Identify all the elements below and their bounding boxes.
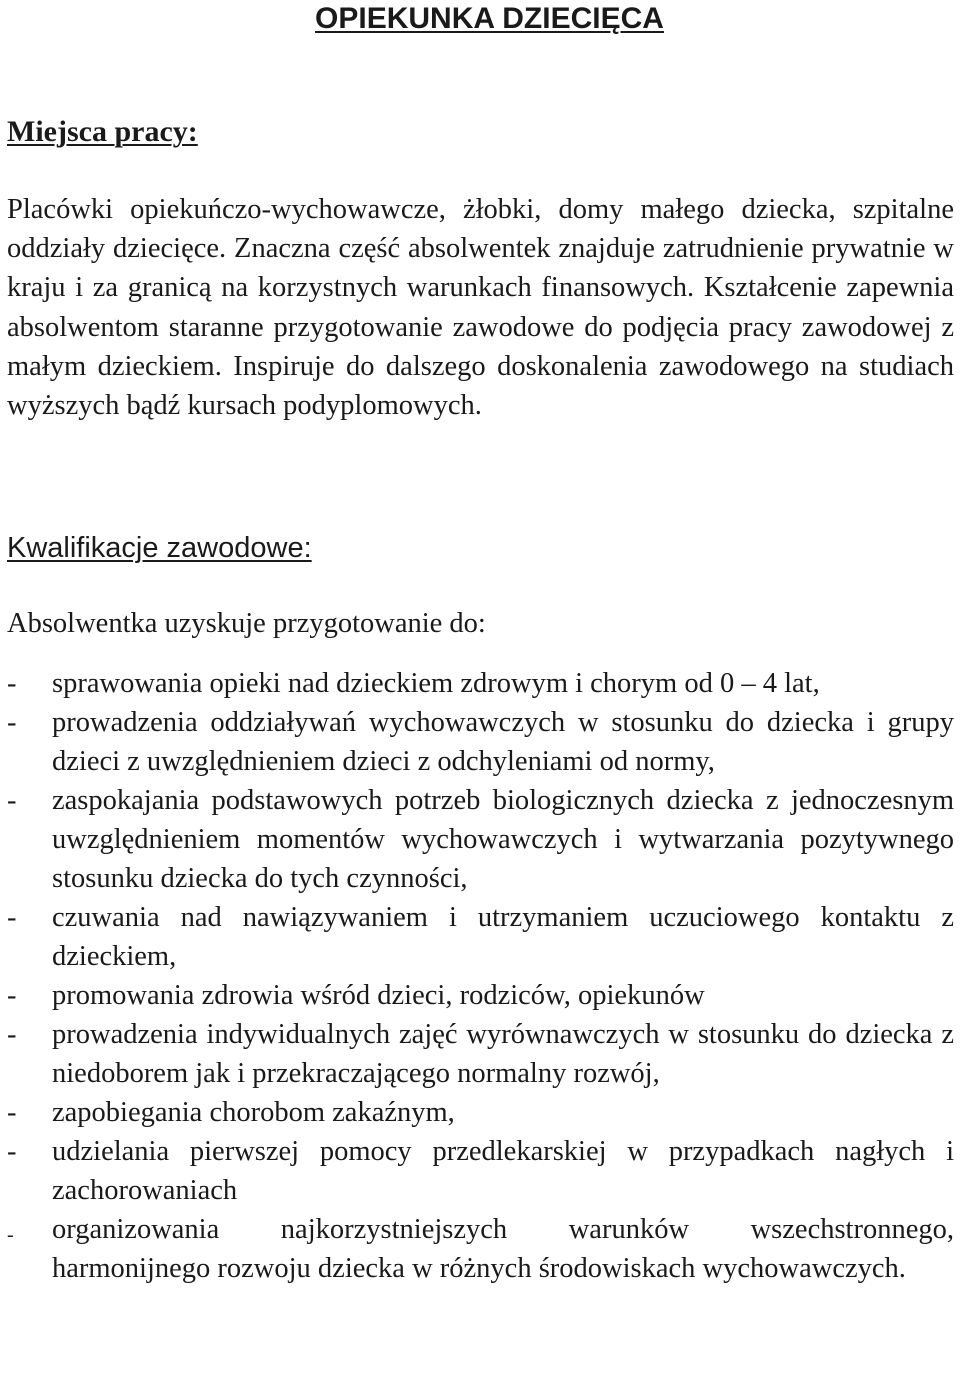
list-item <box>7 703 954 781</box>
list-dash: - <box>7 1019 17 1050</box>
list-item-text: czuwania nad nawiązywaniem i utrzymaniem uczuciowego kontaktu z dzieckiem, <box>52 902 954 972</box>
qualifications-heading: Kwalifikacje zawodowe: <box>7 532 312 564</box>
list-dash: - <box>7 785 17 816</box>
list-item <box>7 781 954 898</box>
list-item <box>7 664 954 703</box>
list-item <box>7 1015 954 1093</box>
list-dash: - <box>7 668 17 699</box>
list-item-text: zaspokajania podstawowych potrzeb biologicznych dziecka z jednoczesnym uwzględnieniem momentów wychowawczych i wytwarzania pozytywnego stosunku dziecka do tych czynności, <box>52 785 954 894</box>
list-item <box>7 898 954 976</box>
list-item <box>7 976 954 1015</box>
list-item-text: organizowania najkorzystniejszych warunków wszechstronnego, harmonijnego rozwoju dziecka w różnych środowiskach wychowawczych. <box>52 1214 954 1284</box>
workplaces-paragraph: Placówki opiekuńczo-wychowawcze, żłobki, domy małego dziecka, szpitalne oddziały dziecięce. Znaczna część absolwentek znajduje zatrudnienie prywatnie w kraju i za granicą na korzystnych warunkach finansowych. Kształcenie zapewnia absolwentom staranne przygotowanie zawodowe do podjęcia pracy zawodowej z małym dzieckiem. Inspiruje do dalszego doskonalenia zawodowego na studiach wyższych bądź kursach podyplomowych. <box>7 194 954 422</box>
list-dash: - <box>7 1136 17 1167</box>
list-item-text: prowadzenia indywidualnych zajęć wyrównawczych w stosunku do dziecka z niedoborem jak i przekraczającego normalny rozwój, <box>52 1019 954 1089</box>
list-item-text: promowania zdrowia wśród dzieci, rodziców, opiekunów <box>52 980 705 1011</box>
list-item-text: udzielania pierwszej pomocy przedlekarskiej w przypadkach nagłych i zachorowaniach <box>52 1136 954 1206</box>
list-item <box>7 1093 954 1132</box>
list-item <box>7 1210 954 1288</box>
list-item-text: sprawowania opieki nad dzieckiem zdrowym i chorym od 0 – 4 lat, <box>52 668 820 699</box>
workplaces-heading: Miejsca pracy: <box>7 115 198 148</box>
list-item-text: prowadzenia oddziaływań wychowawczych w stosunku do dziecka i grupy dzieci z uwzględnieniem dzieci z odchyleniami od normy, <box>52 707 954 777</box>
list-dash: - <box>7 707 17 738</box>
list-dash: - <box>7 1224 14 1246</box>
list-dash: - <box>7 902 17 933</box>
qualifications-intro: Absolwentka uzyskuje przygotowanie do: <box>7 608 486 639</box>
list-dash: - <box>7 1097 17 1128</box>
list-item <box>7 1132 954 1210</box>
qualifications-list <box>7 664 954 1288</box>
list-dash: - <box>7 980 17 1011</box>
list-item-text: zapobiegania chorobom zakaźnym, <box>52 1097 455 1128</box>
document-title: OPIEKUNKA DZIECIĘCA <box>315 2 664 35</box>
